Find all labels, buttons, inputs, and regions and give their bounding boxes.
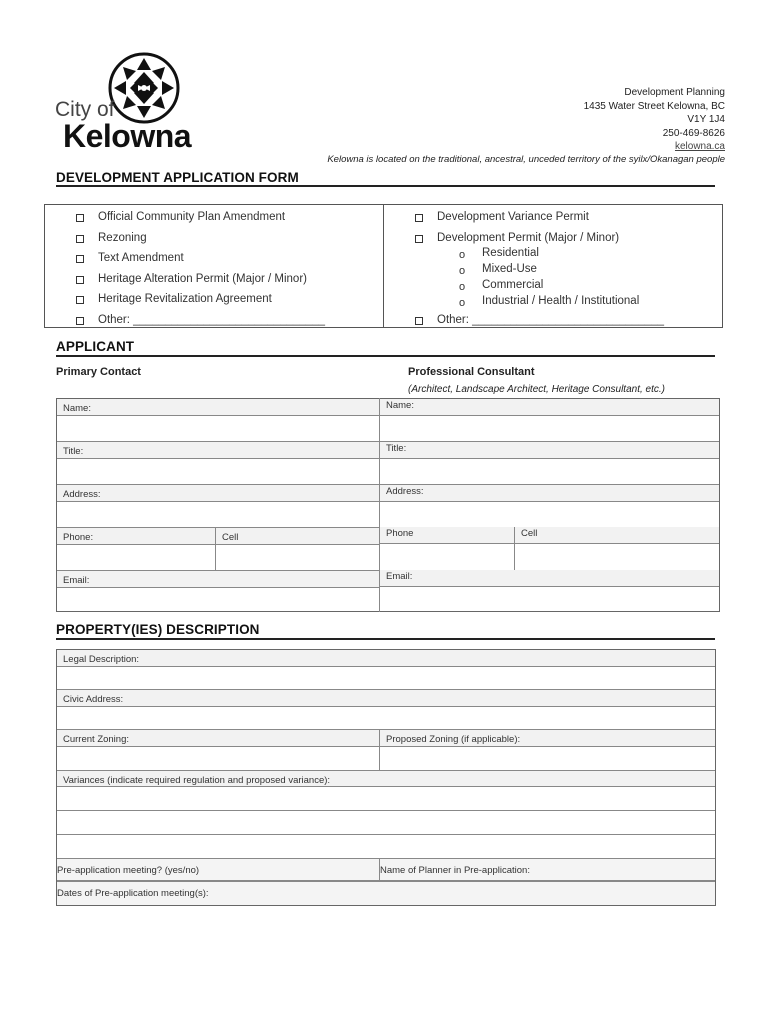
- primary-contact-label: Primary Contact: [56, 366, 141, 378]
- consultant-label: Professional Consultant: [408, 366, 535, 378]
- city-logo-icon: [108, 52, 180, 124]
- current-zoning-label: Current Zoning:: [57, 730, 379, 747]
- sub-option-residential[interactable]: Residential: [482, 247, 539, 259]
- logo-city-text: City of: [55, 98, 115, 121]
- primary-cell-input[interactable]: [216, 546, 379, 570]
- form-title: DEVELOPMENT APPLICATION FORM: [56, 170, 299, 185]
- consultant-phone-label: Phone: [380, 527, 514, 544]
- primary-phone-label: Phone:: [57, 528, 215, 545]
- primary-name-label: Name:: [57, 399, 379, 416]
- checkbox-icon[interactable]: [76, 214, 84, 222]
- title-rule: [56, 185, 715, 187]
- applicant-heading: APPLICANT: [56, 339, 135, 354]
- variances-input-line-2[interactable]: [57, 811, 715, 834]
- property-heading: PROPERTY(IES) DESCRIPTION: [56, 622, 260, 637]
- civic-address-label: Civic Address:: [57, 690, 715, 707]
- website-link[interactable]: kelowna.ca: [674, 141, 725, 152]
- checkbox-icon[interactable]: [76, 317, 84, 325]
- proposed-zoning-input[interactable]: [380, 747, 715, 770]
- primary-email-label: Email:: [57, 571, 379, 588]
- consultant-cell-label: Cell: [515, 527, 719, 544]
- option-label: Rezoning: [98, 232, 147, 244]
- checkbox-icon[interactable]: [76, 296, 84, 304]
- address-line: V1Y 1J4: [687, 114, 725, 125]
- variances-label: Variances (indicate required regulation and proposed variance):: [57, 771, 715, 787]
- sub-bullet-icon: o: [459, 265, 466, 277]
- address-line: Development Planning: [624, 87, 725, 98]
- checkbox-icon[interactable]: [76, 255, 84, 263]
- consultant-email-input[interactable]: [380, 589, 719, 611]
- address-line: 1435 Water Street Kelowna, BC: [583, 100, 725, 112]
- checkbox-icon[interactable]: [415, 214, 423, 222]
- consultant-address-label: Address:: [380, 485, 719, 502]
- proposed-zoning-label: Proposed Zoning (if applicable):: [380, 730, 715, 747]
- property-rule: [56, 638, 715, 640]
- option-label: Heritage Alteration Permit (Major / Minor): [98, 273, 307, 285]
- checkbox-icon[interactable]: [415, 317, 423, 325]
- sub-option-industrial[interactable]: Industrial / Health / Institutional: [482, 295, 640, 307]
- territory-acknowledgement: Kelowna is located on the traditional, ancestral, unceded territory of the syilx/Okanagan people: [327, 154, 725, 165]
- primary-email-input[interactable]: [57, 589, 379, 611]
- legal-description-label: Legal Description:: [57, 650, 715, 667]
- option-label: Development Permit (Major / Minor): [437, 232, 620, 244]
- option-label: Official Community Plan Amendment: [98, 211, 286, 223]
- current-zoning-input[interactable]: [57, 747, 379, 770]
- applicant-rule: [56, 355, 715, 357]
- primary-title-input[interactable]: [57, 460, 379, 484]
- primary-cell-label: Cell: [216, 528, 379, 545]
- planner-name-field[interactable]: Name of Planner in Pre-application:: [380, 859, 715, 881]
- primary-name-input[interactable]: [57, 417, 379, 441]
- address-line: 250-469-8626: [662, 127, 725, 139]
- sub-bullet-icon: o: [459, 297, 466, 309]
- pre-application-dates-field[interactable]: Dates of Pre-application meeting(s):: [57, 882, 715, 905]
- consultant-note: (Architect, Landscape Architect, Heritage Consultant, etc.): [408, 384, 665, 395]
- consultant-cell-input[interactable]: [515, 546, 719, 570]
- cell-divider: [379, 859, 380, 881]
- option-label: Heritage Revitalization Agreement: [98, 293, 272, 305]
- logo-kelowna-text: Kelowna: [63, 118, 192, 154]
- variances-input-line-3[interactable]: [57, 835, 715, 858]
- consultant-address-input[interactable]: [380, 503, 719, 527]
- option-label: Development Variance Permit: [437, 211, 589, 223]
- consultant-name-input[interactable]: [380, 417, 719, 441]
- civic-address-input[interactable]: [57, 707, 715, 729]
- primary-phone-input[interactable]: [57, 546, 215, 570]
- option-label: Text Amendment: [98, 252, 184, 264]
- checkbox-icon[interactable]: [415, 235, 423, 243]
- consultant-email-label: Email:: [380, 570, 719, 587]
- option-label: Other: ______________________________: [98, 314, 326, 326]
- consultant-phone-input[interactable]: [380, 546, 514, 570]
- sub-bullet-icon: o: [459, 281, 466, 293]
- sub-option-commercial[interactable]: Commercial: [482, 279, 544, 291]
- consultant-title-label: Title:: [380, 442, 719, 459]
- primary-address-label: Address:: [57, 485, 379, 502]
- pre-application-meeting-field[interactable]: Pre-application meeting? (yes/no): [57, 859, 379, 881]
- checkbox-icon[interactable]: [76, 235, 84, 243]
- sub-bullet-icon: o: [459, 249, 466, 261]
- checkbox-icon[interactable]: [76, 276, 84, 284]
- variances-input-line-1[interactable]: [57, 787, 715, 810]
- consultant-title-input[interactable]: [380, 460, 719, 484]
- primary-title-label: Title:: [57, 442, 379, 459]
- office-address: [584, 86, 725, 154]
- sub-option-mixed-use[interactable]: Mixed-Use: [482, 263, 537, 275]
- primary-address-input[interactable]: [57, 503, 379, 527]
- legal-description-input[interactable]: [57, 667, 715, 689]
- column-divider: [383, 205, 384, 327]
- consultant-name-label: Name:: [380, 399, 719, 416]
- option-label: Other: ______________________________: [437, 314, 665, 326]
